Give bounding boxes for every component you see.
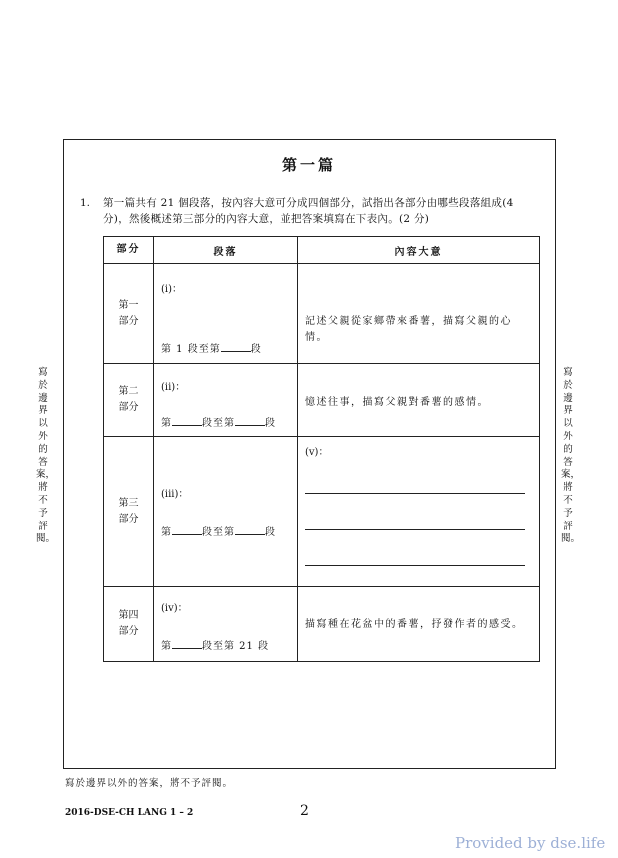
table-row: [104, 264, 540, 364]
summary-answer-cell[interactable]: [298, 437, 540, 587]
answer-line[interactable]: [305, 565, 525, 566]
side-note-right: 寫於邊界以外的答案，將不予評閱。: [561, 367, 581, 545]
blank-line[interactable]: [172, 524, 202, 535]
paragraph-cell[interactable]: [154, 364, 298, 437]
question-text: 第一篇共有 21 個段落，按內容大意可分成四個部分，試指出各部分由哪些段落組成(4 分)，然後概述第三部分的內容大意，並把答案填寫在下表內。(2 分): [103, 197, 514, 225]
blank-line[interactable]: [235, 524, 265, 535]
answer-label: (iii)：: [161, 489, 189, 500]
table-row: [104, 587, 540, 662]
answer-label: (iv)：: [161, 603, 188, 614]
paragraph-range: 第 段至第 段: [161, 414, 276, 429]
page-number: 2: [300, 803, 309, 819]
question-number: 1.: [80, 197, 91, 209]
summary-text: 憶述往事，描寫父親對番薯的感情。: [305, 397, 489, 408]
summary-text: 描寫種在花盆中的番薯，抒發作者的感受。: [305, 619, 524, 630]
header-part: 部分: [104, 237, 154, 264]
summary-cell: [298, 264, 540, 364]
table-row: [104, 364, 540, 437]
blank-line[interactable]: [221, 341, 251, 352]
bottom-note: 寫於邊界以外的答案，將不予評閱。: [65, 778, 234, 789]
answer-label: (v)：: [305, 447, 329, 458]
answer-label: (i)：: [161, 284, 183, 295]
paragraph-range: 第 1 段至第 段: [161, 340, 262, 355]
paragraph-cell[interactable]: [154, 587, 298, 662]
header-paragraph: 段落: [154, 237, 298, 264]
summary-text: 記述父親從家鄉帶來番薯，描寫父親的心情。: [305, 316, 512, 343]
footer-code: 2016-DSE-CH LANG 1 – 2: [65, 808, 194, 818]
part-cell: 第四部分: [104, 587, 154, 662]
paragraph-cell[interactable]: [154, 437, 298, 587]
paragraph-range: 第 段至第 21 段: [161, 637, 269, 652]
answer-table: [103, 236, 540, 662]
table-header-row: [104, 237, 540, 264]
blank-line[interactable]: [172, 415, 202, 426]
header-summary: 內容大意: [298, 237, 540, 264]
table-row: [104, 437, 540, 587]
blank-line[interactable]: [172, 638, 202, 649]
answer-line[interactable]: [305, 529, 525, 530]
answer-line[interactable]: [305, 493, 525, 494]
summary-cell: [298, 587, 540, 662]
watermark: Provided by dse.life: [455, 834, 606, 852]
answer-label: (ii)：: [161, 382, 186, 393]
paragraph-cell[interactable]: [154, 264, 298, 364]
blank-line[interactable]: [235, 415, 265, 426]
paragraph-range: 第 段至第 段: [161, 523, 276, 538]
part-cell: 第一部分: [104, 264, 154, 364]
part-cell: 第二部分: [104, 364, 154, 437]
summary-cell: [298, 364, 540, 437]
side-note-left: 寫於邊界以外的答案，將不予評閱。: [36, 367, 56, 545]
section-title: 第一篇: [281, 156, 336, 174]
part-cell: 第三部分: [104, 437, 154, 587]
